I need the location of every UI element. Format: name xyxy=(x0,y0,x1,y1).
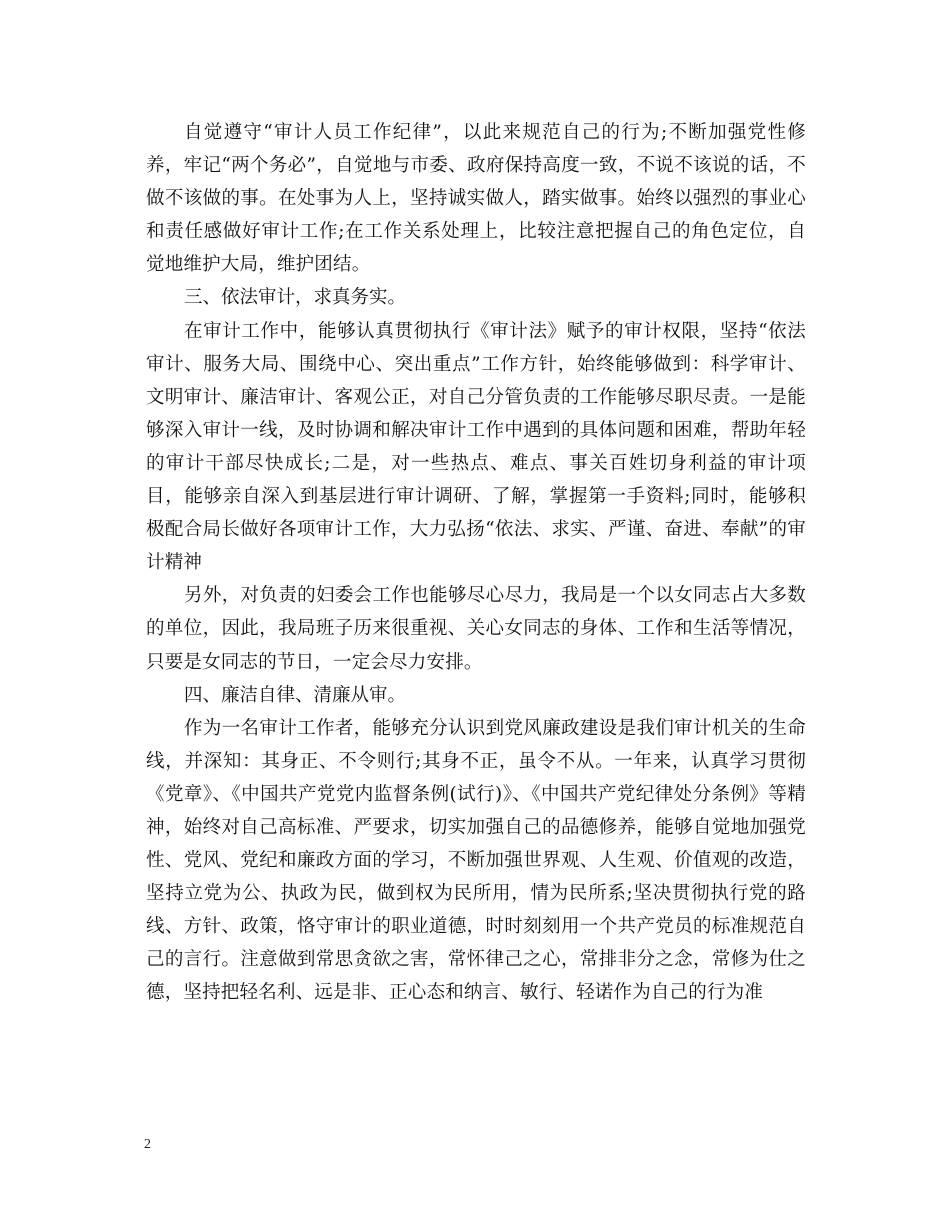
page-number: 2 xyxy=(144,1137,151,1152)
section-heading-four: 四、廉洁自律、清廉从审。 xyxy=(184,684,407,706)
paragraph-integrity: 作为一名审计工作者，能够充分认识到党风廉政建设是我们审计机关的生命线，并深知：其身正、不令则行;其身不正，虽令不从。一年来，认真学习贯彻《党章》、《中国共产党党内监督条例(试行)》、《中国共产党纪律处分条例》等精神，始终对自己高标准、严要求，切实加强自己的品德修养，能够自觉地加强党性、党风、党纪和廉政方面的学习，不断加强世界观、人生观、价值观的改造，坚持立党为公、执政为民，做到权为民所用，情为民所系;坚决贯彻执行党的路线、方针、政策，恪守审计的职业道德，时时刻刻用一个共产党员的标准规范自己的言行。注意做到常思贪欲之害，常怀律己之心，常排非分之念，常修为仕之德，坚持把轻名利、远是非、正心态和纳言、敏行、轻诺作为自己的行为准 xyxy=(146,717,806,1004)
paragraph-women-committee: 另外，对负责的妇委会工作也能够尽心尽力，我局是一个以女同志占大多数的单位，因此，我局班子历来很重视、关心女同志的身体、工作和生活等情况，只要是女同志的节日，一定会尽力安排。 xyxy=(146,585,806,673)
body-text xyxy=(146,116,806,1010)
paragraph-discipline: 自觉遵守“审计人员工作纪律”，以此来规范自己的行为;不断加强党性修养，牢记“两个务必”，自觉地与市委、政府保持高度一致，不说不该说的话，不做不该做的事。在处事为人上，坚持诚实做人，踏实做事。始终以强烈的事业心和责任感做好审计工作;在工作关系处理上，比较注意把握自己的角色定位，自觉地维护大局，维护团结。 xyxy=(146,122,806,276)
paragraph-audit-work: 在审计工作中，能够认真贯彻执行《审计法》赋予的审计权限，坚持“依法审计、服务大局、围绕中心、突出重点”工作方针，始终能够做到：科学审计、文明审计、廉洁审计、客观公正，对自己分管负责的工作能够尽职尽责。一是能够深入审计一线，及时协调和解决审计工作中遇到的具体问题和困难，帮助年轻的审计干部尽快成长;二是，对一些热点、难点、事关百姓切身利益的审计项目，能够亲自深入到基层进行审计调研、了解，掌握第一手资料;同时，能够积极配合局长做好各项审计工作，大力弘扬“依法、求实、严谨、奋进、奉献”的审计精神 xyxy=(146,320,806,574)
section-heading-three: 三、依法审计，求真务实。 xyxy=(184,287,407,309)
